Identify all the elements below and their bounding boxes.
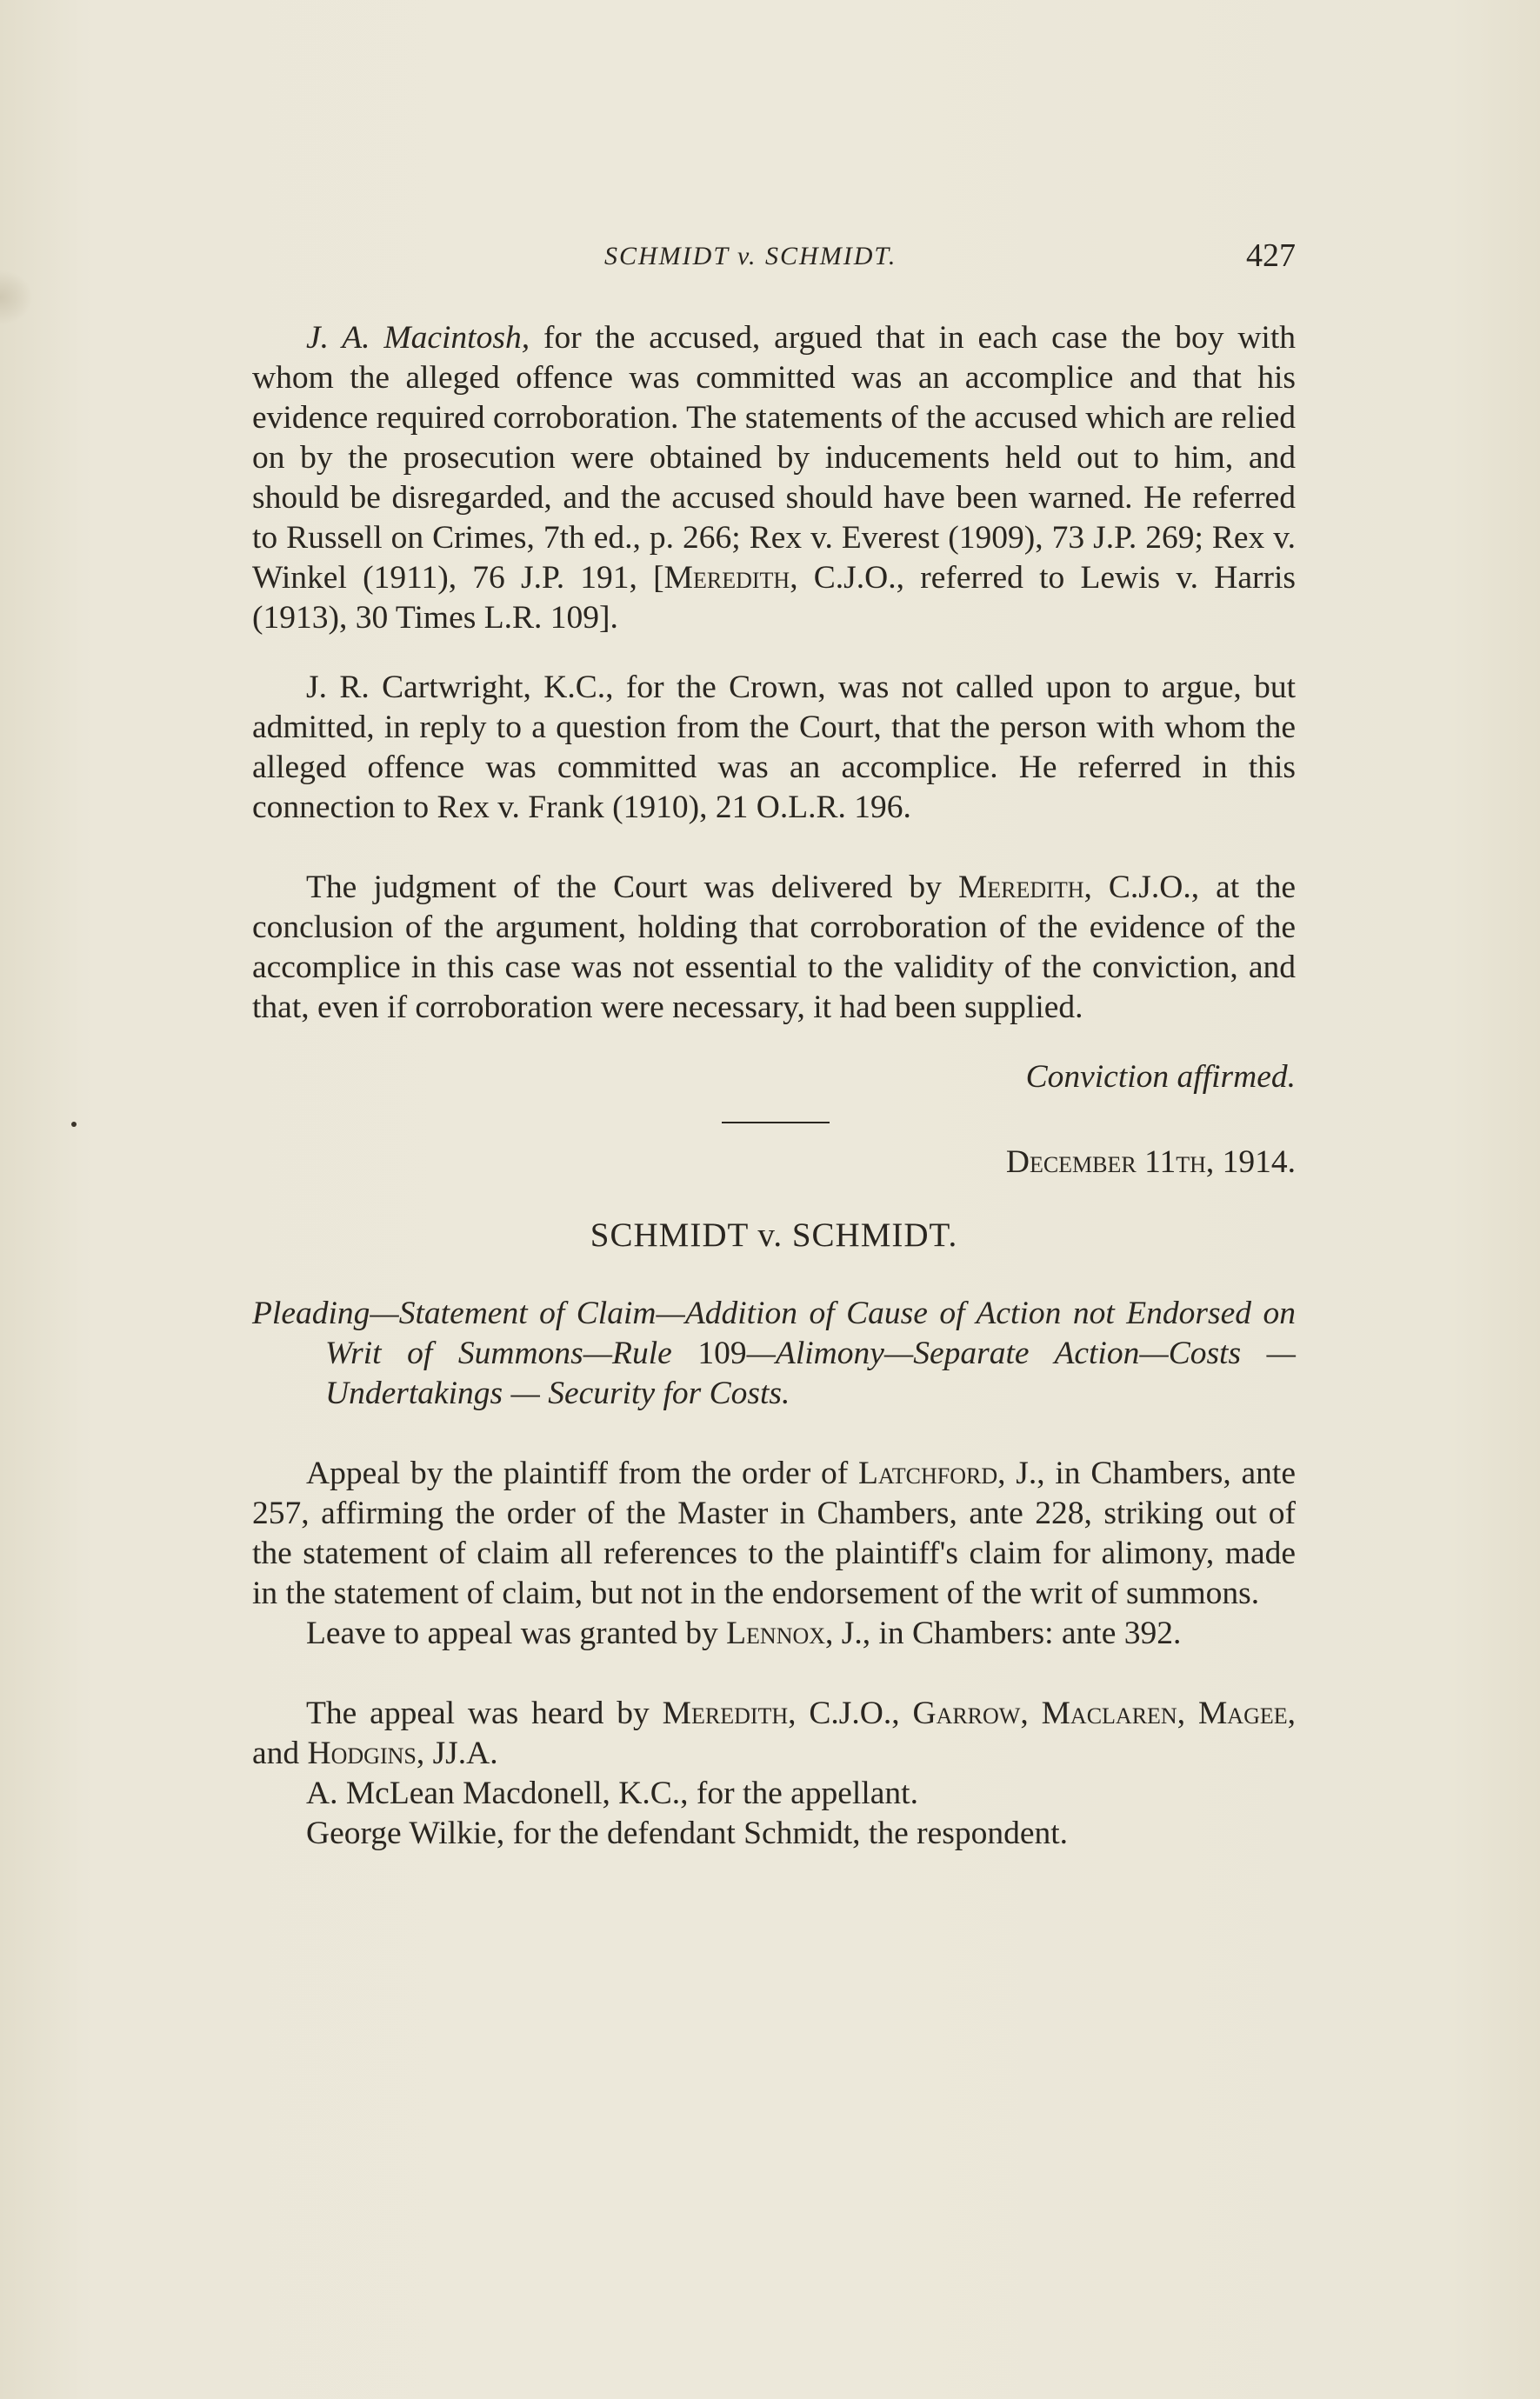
crown-argument-paragraph: J. R. Cartwright, K.C., for the Crown, was not called upon to argue, but admitted, in reply to a question from the Court, that the person with whom the alleged offence was committed was an accomplice. He referred in this connection to Rex v. Frank (1910), 21 O.L.R. 196. [252,670,1296,825]
judge-name: Maclaren [1041,1696,1177,1731]
rule-number: 109 [697,1336,747,1371]
judge-name: Meredith [663,560,790,596]
running-head [252,237,1296,285]
running-title: SCHMIDT v. SCHMIDT. [604,242,897,270]
judge-name: Garrow [912,1696,1021,1731]
heard-paragraph: The appeal was heard by Meredith, C.J.O., Garrow, Maclaren, Magee, and Hodgins, JJ.A. [252,1696,1297,1771]
judge-name: Lennox [726,1616,826,1651]
judge-name: Meredith [957,870,1084,905]
appeal-paragraph: Appeal by the plaintiff from the order of Latchford, J., in Chambers, ante 257, affirming the order of the Master in Chambers, ante 228, striking out of the statement of claim all references to the plaintiff's claim for alimony, made in the statement of claim, but not in the endorsement of the writ of summons. [252,1456,1296,1611]
page-number: 427 [1246,237,1296,274]
body-text [252,318,1296,1854]
headnote: Pleading—Statement of Claim—Addition of Cause of Action not Endorsed on Writ of Summons—Rule 109—Alimony—Separate Action—Costs — Undertakings — Security for Costs. [252,1296,1296,1411]
decision-date: December 11th, 1914. [1005,1144,1296,1180]
leave-paragraph: Leave to appeal was granted by Lennox, J., in Chambers: ante 392. [306,1616,1182,1651]
case-result: Conviction affirmed. [1025,1059,1296,1095]
appellant-counsel: A. McLean Macdonell, K.C., for the appellant. [306,1776,918,1811]
respondent-counsel: George Wilkie, for the defendant Schmidt, the respondent. [306,1816,1069,1851]
ink-speck [71,1122,77,1127]
judge-name: Latchford [857,1456,998,1491]
case-title: SCHMIDT v. SCHMIDT. [590,1216,958,1254]
judge-name: Magee [1197,1696,1288,1731]
judge-name: Meredith [662,1696,789,1731]
defence-argument-paragraph: J. A. Macintosh, for the accused, argued that in each case the boy with whom the alleged offence was committed was an accomplice and that his evidence required corroboration. The statements of the accused which are relied on by the prosecution were obtained by inducements held out to him, and should be disregarded, and the accused should have been warned. He referred to Russell on Crimes, 7th ed., p. 266; Rex v. Everest (1909), 73 J.P. 269; Rex v. Winkel (1911), 76 J.P. 191, [Meredith, C.J.O., referred to Lewis v. Harris (1913), 30 Times L.R. 109]. [252,320,1297,636]
section-rule [722,1122,830,1123]
defence-counsel-name: J. A. Macintosh, [306,320,530,356]
judge-name: Hodgins [307,1736,417,1771]
judgment-paragraph: The judgment of the Court was delivered by Meredith, C.J.O., at the conclusion of the argument, holding that corroboration of the evidence of the accomplice in this case was not essential to the validity of the conviction, and that, even if corroboration were necessary, it had been supplied. [252,870,1296,1025]
paper-tear-mark [0,270,33,325]
